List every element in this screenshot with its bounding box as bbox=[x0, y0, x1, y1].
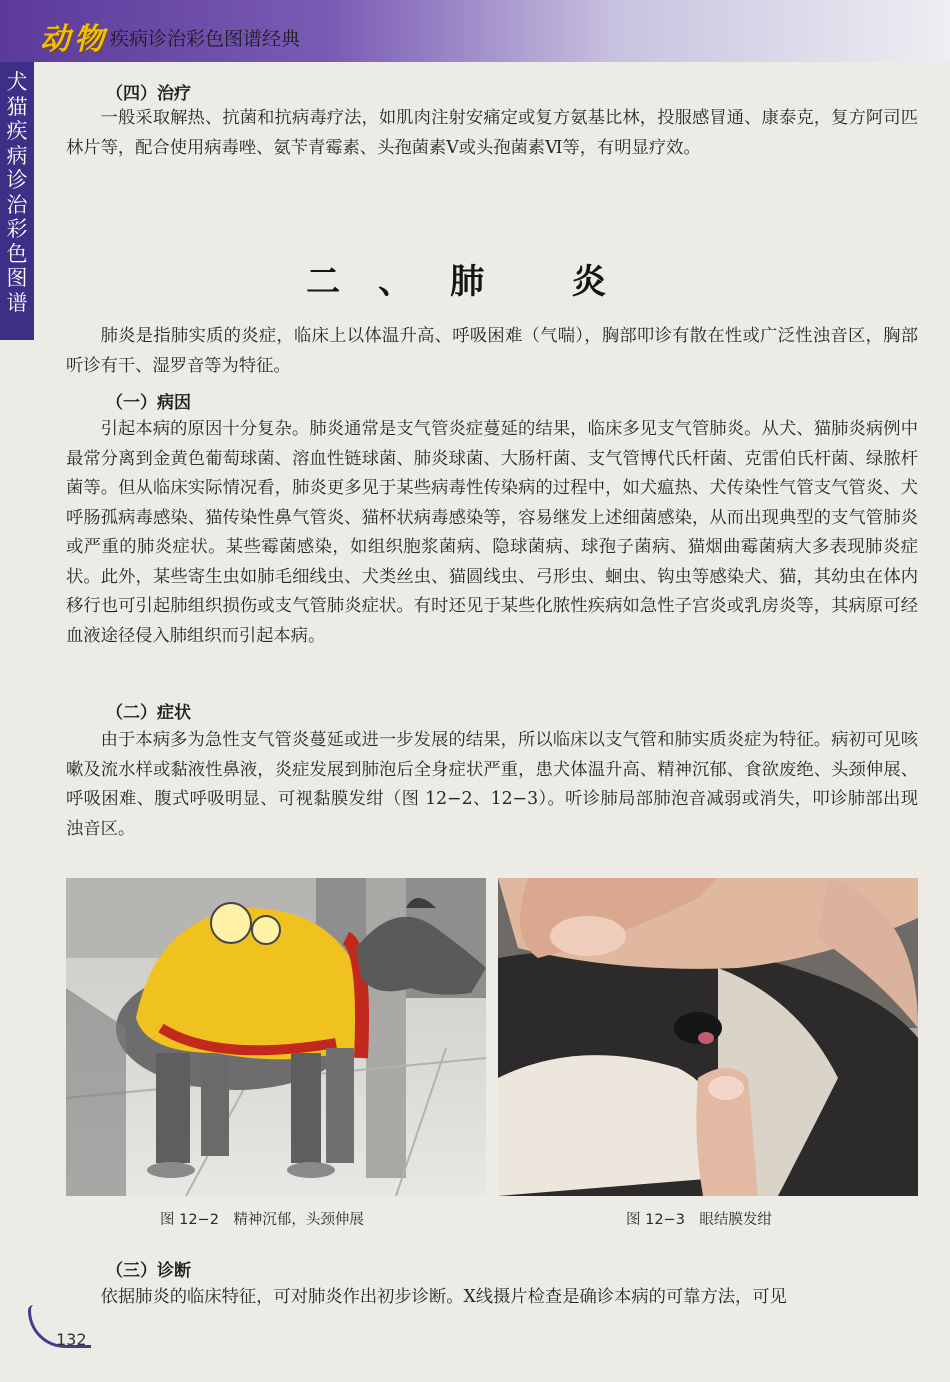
intro-body bbox=[66, 322, 918, 381]
page-number: 132 bbox=[56, 1330, 87, 1349]
dog-standing-image bbox=[66, 878, 486, 1196]
figure-caption-1: 图 12−2 精神沉郁，头颈伸展 bbox=[160, 1212, 364, 1228]
header-subtitle: 疾病诊治彩色图谱经典 bbox=[110, 28, 301, 50]
treatment-paragraph: 一般采取解热、抗菌和抗病毒疗法，如肌肉注射安痛定或复方氨基比林，投服感冒通、康泰克，复方阿司匹林片等，配合使用病毒唑、氨苄青霉素、头孢菌素Ⅴ或头孢菌素Ⅵ等，有明显疗效。 bbox=[66, 108, 918, 158]
header-bar bbox=[0, 0, 950, 62]
diagnosis-heading: （三）诊断 bbox=[106, 1261, 191, 1281]
side-tab: 犬猫疾病诊治彩色图谱 bbox=[0, 62, 34, 340]
conjunctiva-image bbox=[498, 878, 918, 1196]
section-title: 二、肺 炎 bbox=[306, 262, 644, 302]
cause-paragraph: 引起本病的原因十分复杂。肺炎通常是支气管炎症蔓延的结果，临床多见支气管肺炎。从犬、猫肺炎病例中最常分离到金黄色葡萄球菌、溶血性链球菌、肺炎球菌、大肠杆菌、支气管博代氏杆菌、克雷伯氏杆菌、绿脓杆菌等。但从临床实际情况看，肺炎更多见于某些病毒性传染病的过程中，如犬瘟热、犬传染性气管支气管炎、犬呼肠孤病毒感染、猫传染性鼻气管炎、猫杯状病毒感染等，容易继发上述细菌感染，从而出现典型的支气管肺炎或严重的肺炎症状。某些霉菌感染，如组织胞浆菌病、隐球菌病、球孢子菌病、猫烟曲霉菌病大多表现肺炎症状。此外，某些寄生虫如肺毛细线虫、犬类丝虫、猫圆线虫、弓形虫、蛔虫、钩虫等感染犬、猫，其幼虫在体内移行也可引起肺组织损伤或支气管肺炎症状。有时还见于某些化脓性疾病如急性子宫炎或乳房炎等，其病原可经血液途径侵入肺组织而引起本病。 bbox=[66, 419, 918, 646]
treatment-body bbox=[66, 104, 918, 163]
cause-heading: （一）病因 bbox=[106, 393, 191, 413]
treatment-heading: （四）治疗 bbox=[106, 84, 191, 104]
symptom-paragraph: 由于本病多为急性支气管炎蔓延或进一步发展的结果，所以临床以支气管和肺实质炎症为特征。病初可见咳嗽及流水样或黏液性鼻液，炎症发展到肺泡后全身症状严重，患犬体温升高、精神沉郁、食欲废绝、头颈伸展、呼吸困难、腹式呼吸明显、可视黏膜发绀（图 12−2、12−3）。听诊肺局部肺泡音减弱或消失，叩诊肺部出现浊音区。 bbox=[66, 730, 918, 839]
cause-body bbox=[66, 415, 918, 651]
intro-paragraph: 肺炎是指肺实质的炎症，临床上以体温升高、呼吸困难（气喘），胸部叩诊有散在性或广泛性浊音区，胸部听诊有干、湿罗音等为特征。 bbox=[66, 326, 918, 376]
header-brand: 动物 bbox=[40, 22, 108, 57]
figure-caption-2: 图 12−3 眼结膜发绀 bbox=[626, 1212, 772, 1228]
diagnosis-body bbox=[66, 1283, 918, 1313]
diagnosis-paragraph: 依据肺炎的临床特征，可对肺炎作出初步诊断。X线摄片检查是确诊本病的可靠方法，可见 bbox=[100, 1287, 787, 1307]
figure-eye-photo bbox=[498, 878, 918, 1196]
symptom-body bbox=[66, 726, 918, 844]
figure-dog-photo bbox=[66, 878, 486, 1196]
symptom-heading: （二）症状 bbox=[106, 703, 191, 723]
